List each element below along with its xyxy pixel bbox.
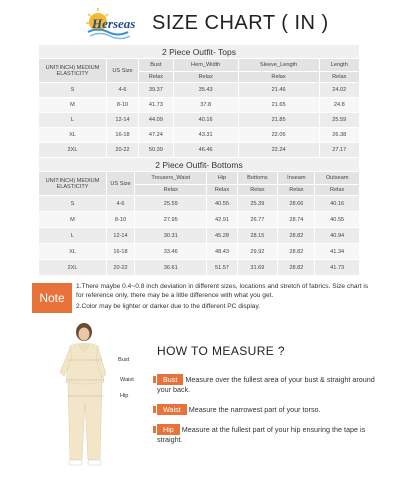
bottoms-us-header: US Size: [107, 172, 135, 196]
measure-bust: [157, 375, 387, 395]
bottoms-cell: 2XL: [39, 260, 107, 276]
tops-cell: 41.73: [139, 98, 174, 113]
tops-unit-header: UNIT:INCH) MEDIUM ELASTICITY: [39, 59, 107, 83]
measure-tag-bust: Bust: [157, 374, 183, 385]
bottoms-cell: 28.82: [278, 244, 315, 260]
tops-cell: 22.24: [238, 143, 319, 158]
bottoms-unit-header: UNIT:INCH) MEDIUM ELASTICITY: [39, 172, 107, 196]
bottoms-col-header: Outseam: [315, 172, 360, 185]
bottoms-cell: 28.66: [278, 196, 315, 212]
tops-cell: 37.8: [173, 98, 238, 113]
model-label-waist: Waist: [120, 377, 134, 383]
bottoms-cell: 40.55: [207, 196, 237, 212]
bottoms-cell: 51.57: [207, 260, 237, 276]
tops-cell: 21.65: [238, 98, 319, 113]
bottoms-caption: 2 Piece Outfit- Bottoms: [39, 158, 360, 172]
tops-cell: 8-10: [107, 98, 139, 113]
tops-cell: 4-6: [107, 83, 139, 98]
tops-cell: 39.37: [139, 83, 174, 98]
tops-row: [39, 83, 360, 98]
bottoms-row: [39, 244, 360, 260]
bottoms-cell: L: [39, 228, 107, 244]
bottoms-cell: 28.74: [278, 212, 315, 228]
bottoms-cell: 12-14: [107, 228, 135, 244]
tops-cell: 46.46: [173, 143, 238, 158]
tops-sub-header: Relax: [173, 72, 238, 83]
tops-cell: S: [39, 83, 107, 98]
tops-cell: 20-22: [107, 143, 139, 158]
bottoms-sub-header: Relax: [278, 185, 315, 196]
bottoms-cell: 45.28: [207, 228, 237, 244]
bottoms-sub-header: Relax: [207, 185, 237, 196]
tops-row: [39, 143, 360, 158]
tops-us-header: US Size: [107, 59, 139, 83]
bottoms-cell: 20-22: [107, 260, 135, 276]
bottoms-cell: M: [39, 212, 107, 228]
bottoms-cell: 33.46: [135, 244, 207, 260]
bottoms-cell: 30.31: [135, 228, 207, 244]
bottoms-cell: 27.95: [135, 212, 207, 228]
bottoms-sub-header: Relax: [135, 185, 207, 196]
bottoms-row: [39, 260, 360, 276]
tops-cell: 50.39: [139, 143, 174, 158]
note-badge: Note: [32, 283, 72, 313]
measure-text-hip: Measure at the fullest part of your hip ensuring the tape is straight.: [157, 425, 366, 444]
bottoms-col-header: Trousers_Waist: [135, 172, 207, 185]
bottoms-cell: 40.94: [315, 228, 360, 244]
tops-row: [39, 113, 360, 128]
bottoms-sub-header: Relax: [237, 185, 278, 196]
note-text: [76, 282, 376, 312]
bottoms-cell: 40.16: [315, 196, 360, 212]
tops-cell: 16-18: [107, 128, 139, 143]
header: [0, 0, 400, 44]
bottoms-cell: 4-6: [107, 196, 135, 212]
measure-text-bust: Measure over the fullest area of your bust & straight around your back.: [157, 375, 375, 394]
bottoms-sub-header: Relax: [315, 185, 360, 196]
measure-text-waist: Measure the narrowest part of your torso.: [188, 405, 321, 414]
page-title: SIZE CHART ( IN ): [152, 12, 329, 34]
tops-cell: 40.16: [173, 113, 238, 128]
bottoms-cell: 25.39: [237, 196, 278, 212]
measure-waist: [157, 405, 387, 415]
bottoms-cell: 36.61: [135, 260, 207, 276]
bottoms-cell: 16-18: [107, 244, 135, 260]
bottoms-cell: 26.77: [237, 212, 278, 228]
tops-cell: 22.05: [238, 128, 319, 143]
tops-cell: 47.24: [139, 128, 174, 143]
bottoms-cell: 28.82: [278, 260, 315, 276]
bottoms-col-header: Bottoms: [237, 172, 278, 185]
tops-sub-header: Relax: [139, 72, 174, 83]
tops-col-header: Bust: [139, 59, 174, 72]
tops-cell: 2XL: [39, 143, 107, 158]
bottoms-row: [39, 212, 360, 228]
tops-cell: 21.85: [238, 113, 319, 128]
tops-cell: 24.02: [319, 83, 359, 98]
bottoms-col-header: Inseam: [278, 172, 315, 185]
bottoms-cell: 31.69: [237, 260, 278, 276]
tops-cell: L: [39, 113, 107, 128]
bottoms-col-header: Hip: [207, 172, 237, 185]
bottoms-cell: 40.55: [315, 212, 360, 228]
bottoms-rows: [39, 196, 360, 276]
bottoms-cell: 48.43: [207, 244, 237, 260]
tops-size-table: [38, 44, 360, 158]
brand-name: Herseas: [92, 16, 136, 31]
model-label-hip: Hip: [120, 393, 129, 399]
tops-cell: 21.46: [238, 83, 319, 98]
measure-tag-waist: Waist: [157, 404, 187, 415]
tops-row: [39, 98, 360, 113]
tops-sub-header: Relax: [238, 72, 319, 83]
tops-cell: 35.43: [173, 83, 238, 98]
bottoms-cell: 28.15: [237, 228, 278, 244]
model-illustration: [48, 320, 148, 480]
bottoms-cell: 42.91: [207, 212, 237, 228]
bottoms-cell: 25.59: [135, 196, 207, 212]
tops-cell: M: [39, 98, 107, 113]
model-label-bust: Bust: [118, 357, 130, 363]
tops-row: [39, 128, 360, 143]
note-line-1: 1.There maybe 0.4~0.8 inch deviation in different sizes, locations and stretch of fabrics. Size chart is for reference only, there may be a little difference with what you get.: [76, 283, 369, 300]
tops-col-header: Length: [319, 59, 359, 72]
tops-caption: 2 Piece Outfit- Tops: [39, 45, 360, 59]
tops-cell: 12-14: [107, 113, 139, 128]
bottoms-cell: XL: [39, 244, 107, 260]
tops-col-header: Hem_Width: [173, 59, 238, 72]
tops-cell: 26.38: [319, 128, 359, 143]
tops-rows: [39, 83, 360, 158]
bottoms-row: [39, 196, 360, 212]
measure-hip: [157, 425, 387, 445]
bottoms-cell: 29.92: [237, 244, 278, 260]
bottoms-cell: S: [39, 196, 107, 212]
how-to-measure-title: HOW TO MEASURE ?: [157, 344, 285, 358]
bottoms-row: [39, 228, 360, 244]
bottoms-cell: 41.34: [315, 244, 360, 260]
measure-tag-hip: Hip: [157, 424, 180, 435]
tops-cell: 43.31: [173, 128, 238, 143]
note-line-2: 2.Color may be lighter or darker due to the different PC display.: [76, 303, 261, 311]
tops-cell: XL: [39, 128, 107, 143]
bottoms-cell: 8-10: [107, 212, 135, 228]
bottoms-cell: 41.73: [315, 260, 360, 276]
tops-sub-header: Relax: [319, 72, 359, 83]
tops-cell: 27.17: [319, 143, 359, 158]
bottoms-cell: 28.82: [278, 228, 315, 244]
tops-cell: 25.59: [319, 113, 359, 128]
tops-cell: 44.09: [139, 113, 174, 128]
model-figure-icon: [48, 320, 148, 480]
tops-cell: 24.8: [319, 98, 359, 113]
brand-logo: [86, 6, 148, 40]
bottoms-size-table: [38, 157, 360, 276]
tops-col-header: Sleeve_Length: [238, 59, 319, 72]
